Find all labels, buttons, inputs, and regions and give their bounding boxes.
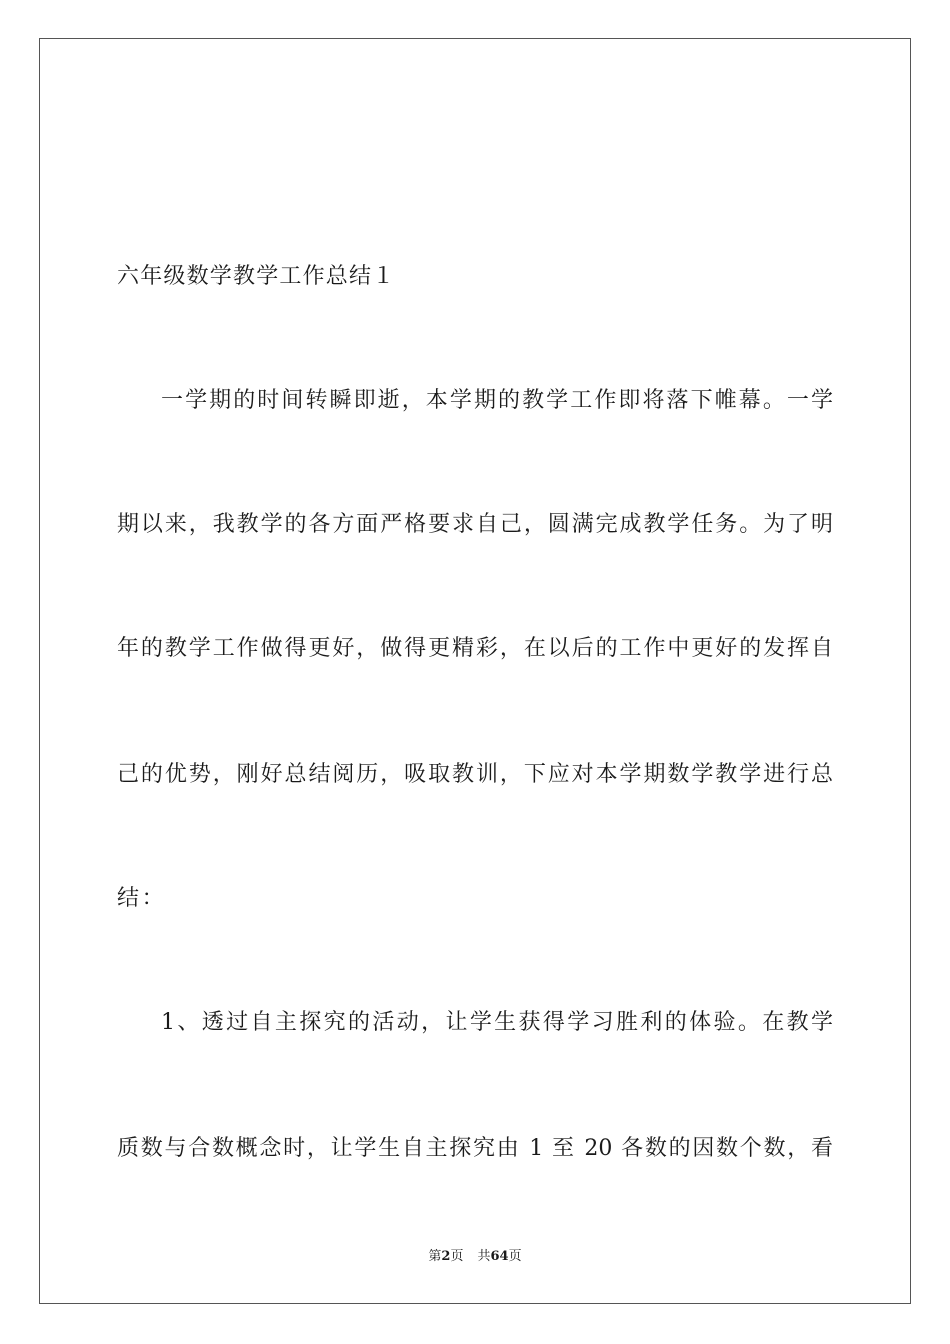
paragraph-line: 己的优势，刚好总结阅历，吸取教训，下应对本学期数学教学进行总 xyxy=(117,762,833,787)
paragraph-line: 一学期的时间转瞬即逝，本学期的教学工作即将落下帷幕。一学 xyxy=(161,388,833,413)
document-title: 六年级数学教学工作总结１ xyxy=(117,264,396,289)
current-page-number: 2 xyxy=(441,1249,451,1264)
paragraph-line: 1、透过自主探究的活动，让学生获得学习胜利的体验。在教学 xyxy=(161,1010,833,1035)
paragraph-line: 结： xyxy=(117,886,167,911)
total-label-prefix: 共 xyxy=(477,1249,491,1264)
page-label-prefix: 第 xyxy=(428,1249,442,1264)
page-footer xyxy=(0,1247,950,1267)
total-page-count: 64 xyxy=(490,1249,509,1264)
total-label-suffix: 页 xyxy=(508,1249,522,1264)
paragraph-line: 期以来，我教学的各方面严格要求自己，圆满完成教学任务。为了明 xyxy=(117,512,833,537)
page-label-suffix: 页 xyxy=(450,1249,464,1264)
page-frame xyxy=(39,38,911,1304)
paragraph-line: 质数与合数概念时，让学生自主探究由 1 至 20 各数的因数个数，看 xyxy=(117,1136,833,1161)
paragraph-line: 年的教学工作做得更好，做得更精彩，在以后的工作中更好的发挥自 xyxy=(117,636,833,661)
